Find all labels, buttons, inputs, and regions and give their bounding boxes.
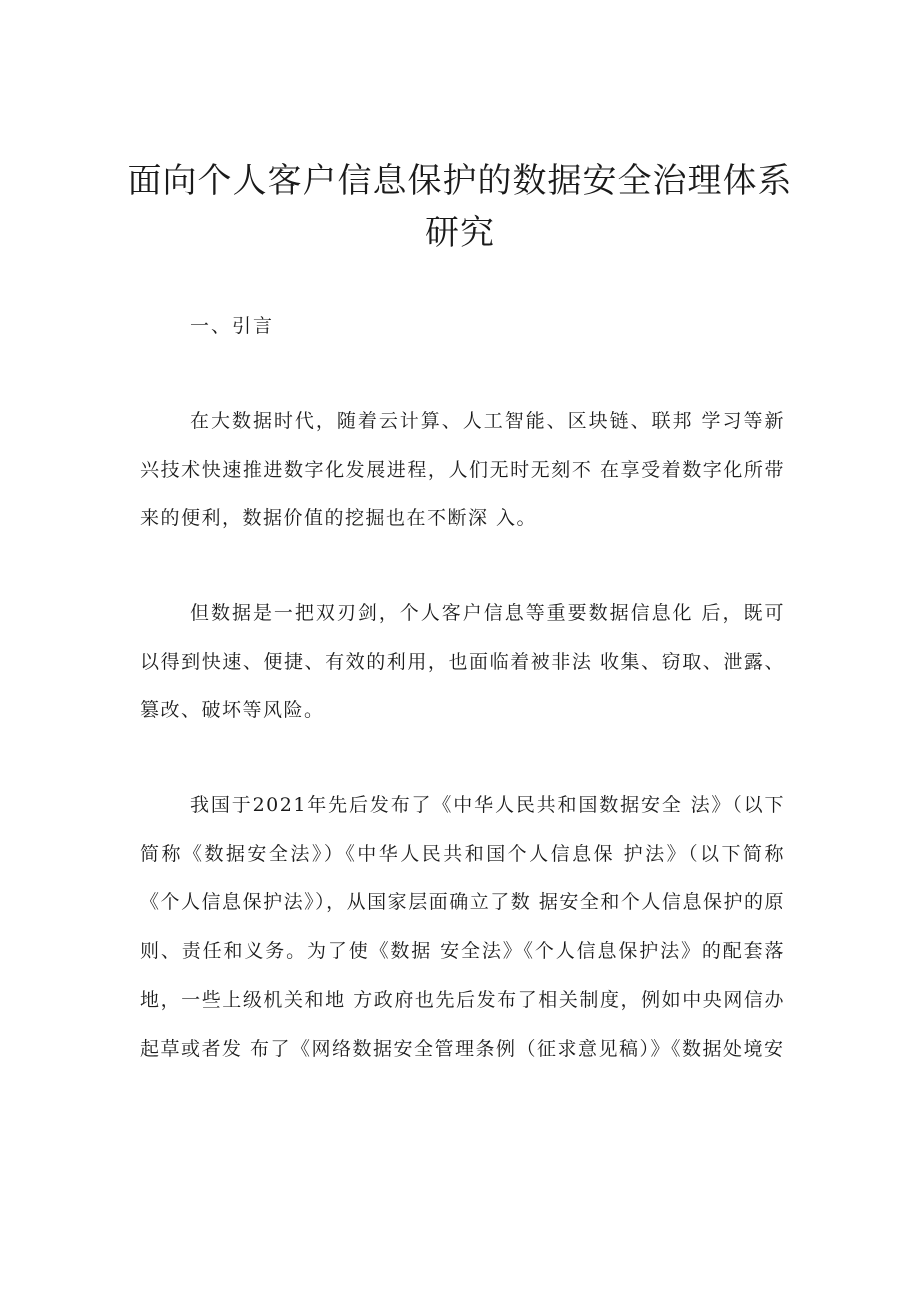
document-title: 面向个人客户信息保护的数据安全治理体系研究 — [127, 161, 793, 253]
paragraph-2: 但数据是一把双刃剑，个人客户信息等重要数据信息化 后，既可以得到快速、便捷、有效的利用，也面临着被非法 收集、窃取、泄露、篡改、破坏等风险。 — [140, 602, 785, 722]
paragraph-3: 我国于2021年先后发布了《中华人民共和国数据安全 法》（以下简称《数据安全法》）《中华人民共和国个人信息保 护法》（以下简称《个人信息保护法》），从国家层面确立了数 据安全和个人信息保护的原则、责任和义务。为了使《数据 安全法》《个人信息保护法》的配套落地，一些上级机关和地 方政府也先后发布了相关制度，例如中央网信办起草或者发 布了《网络数据安全管理条例（征求意见稿）》《数据处境安 — [140, 794, 785, 1060]
section-heading: 一、引言 — [190, 315, 275, 337]
paragraph-1: 在大数据时代，随着云计算、人工智能、区块链、联邦 学习等新兴技术快速推进数字化发展进程，人们无时无刻不 在享受着数字化所带来的便利，数据价值的挖掘也在不断深 入。 — [140, 410, 785, 530]
